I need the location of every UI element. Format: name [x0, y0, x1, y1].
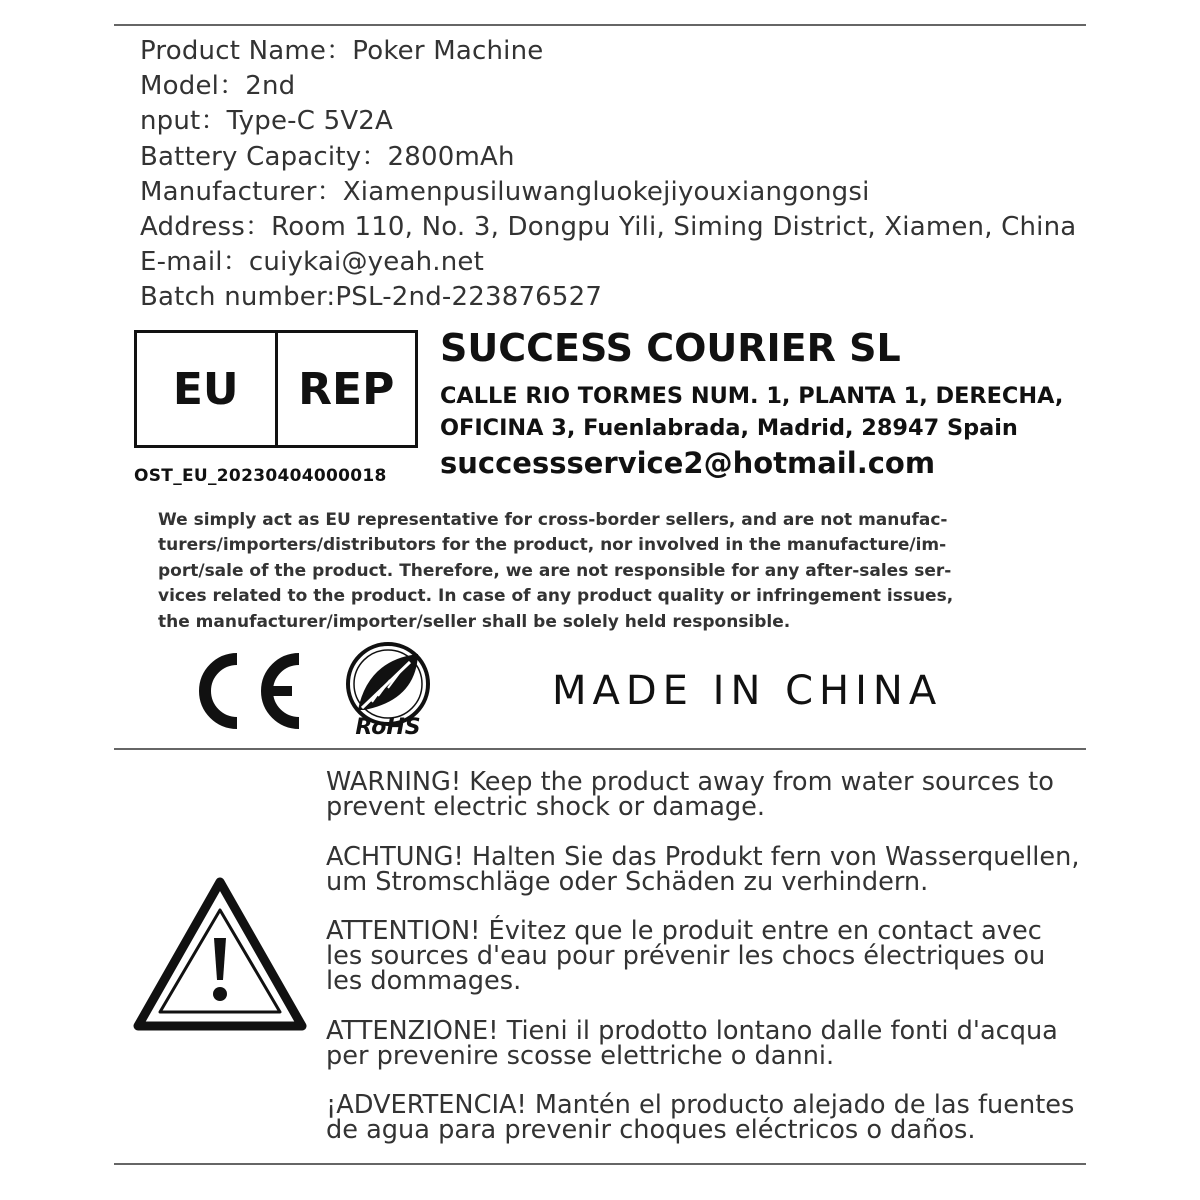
rep-address [440, 380, 1063, 444]
ce-mark-icon [182, 648, 302, 734]
warning-line: WARNING! Keep the product away from water sources to [326, 767, 1054, 797]
warning-en [326, 767, 1080, 822]
warning-es [326, 1090, 1080, 1146]
warning-line: ACHTUNG! Halten Sie das Produkt fern von Wasserquellen, [326, 841, 1080, 872]
rep-address-line-2: OFICINA 3, Fuenlabrada, Madrid, 28947 Spain [440, 415, 1018, 441]
manufacturer-line: Manufacturer：Xiamenpusiluwangluokejiyouxiangongsi [140, 176, 870, 207]
middle-divider [114, 748, 1086, 750]
warning-line: de agua para prevenir choques eléctricos o daños. [326, 1115, 976, 1146]
disclaimer [158, 508, 1070, 635]
warning-triangle-icon [132, 876, 308, 1034]
warning-line: ¡ADVERTENCIA! Mantén el producto alejado de las fuentes [326, 1090, 1075, 1121]
made-in-china: MADE IN CHINA [552, 668, 943, 714]
warning-line: les dommages. [326, 966, 522, 997]
rep-email: successservice2@hotmail.com [440, 446, 936, 480]
disclaimer-line: We simply act as EU representative for cross-border sellers, and are not manufac- [158, 510, 948, 530]
warning-line: per prevenire scosse elettriche o danni. [326, 1040, 835, 1071]
rep-company-name: SUCCESS COURIER SL [440, 326, 901, 370]
address-line: Address：Room 110, No. 3, Dongpu Yili, Siming District, Xiamen, China [140, 212, 1077, 243]
rohs-leaf-icon [338, 640, 438, 740]
warning-de [326, 841, 1080, 897]
rep-address-line-1: CALLE RIO TORMES NUM. 1, PLANTA 1, DERECHA, [440, 383, 1064, 409]
warning-line: les sources d'eau pour prévenir les chocs électriques ou [326, 941, 1046, 972]
model-line: Model：2nd [140, 71, 296, 102]
warning-line: ATTENTION! Évitez que le produit entre en contact avec [326, 916, 1042, 947]
warning-line: um Stromschläge oder Schäden zu verhindern. [326, 866, 929, 897]
eu-rep-box [134, 330, 418, 448]
eu-label: EU [172, 363, 239, 415]
bottom-divider [114, 1163, 1086, 1165]
batch-line: Batch number:PSL-2nd-223876527 [140, 282, 603, 313]
disclaimer-line: turers/importers/distributors for the product, nor involved in the manufacture/im- [158, 535, 947, 556]
top-divider [114, 24, 1086, 26]
rep-label: REP [275, 333, 416, 445]
warnings-list [326, 767, 1080, 1168]
warning-line: prevent electric shock or damage. [326, 792, 766, 822]
eu-reference-number: OST_EU_20230404000018 [134, 466, 387, 486]
rohs-label: RoHS [355, 715, 421, 740]
product-specs [140, 34, 1076, 316]
warning-line: ATTENZIONE! Tieni il prodotto lontano dalle fonti d'acqua [326, 1015, 1058, 1046]
disclaimer-line: the manufacturer/importer/seller shall be solely held responsible. [158, 611, 791, 632]
disclaimer-line: port/sale of the product. Therefore, we are not responsible for any after-sales ser- [158, 560, 952, 581]
warning-fr [326, 916, 1080, 997]
email-line: E-mail：cuiykai@yeah.net [140, 247, 484, 278]
product-name-line: Product Name：Poker Machine [140, 36, 544, 66]
disclaimer-line: vices related to the product. In case of any product quality or infringement issues, [158, 586, 954, 607]
battery-line: Battery Capacity：2800mAh [140, 141, 515, 172]
input-line: nput：Type-C 5V2A [140, 106, 394, 137]
warning-it [326, 1015, 1080, 1071]
